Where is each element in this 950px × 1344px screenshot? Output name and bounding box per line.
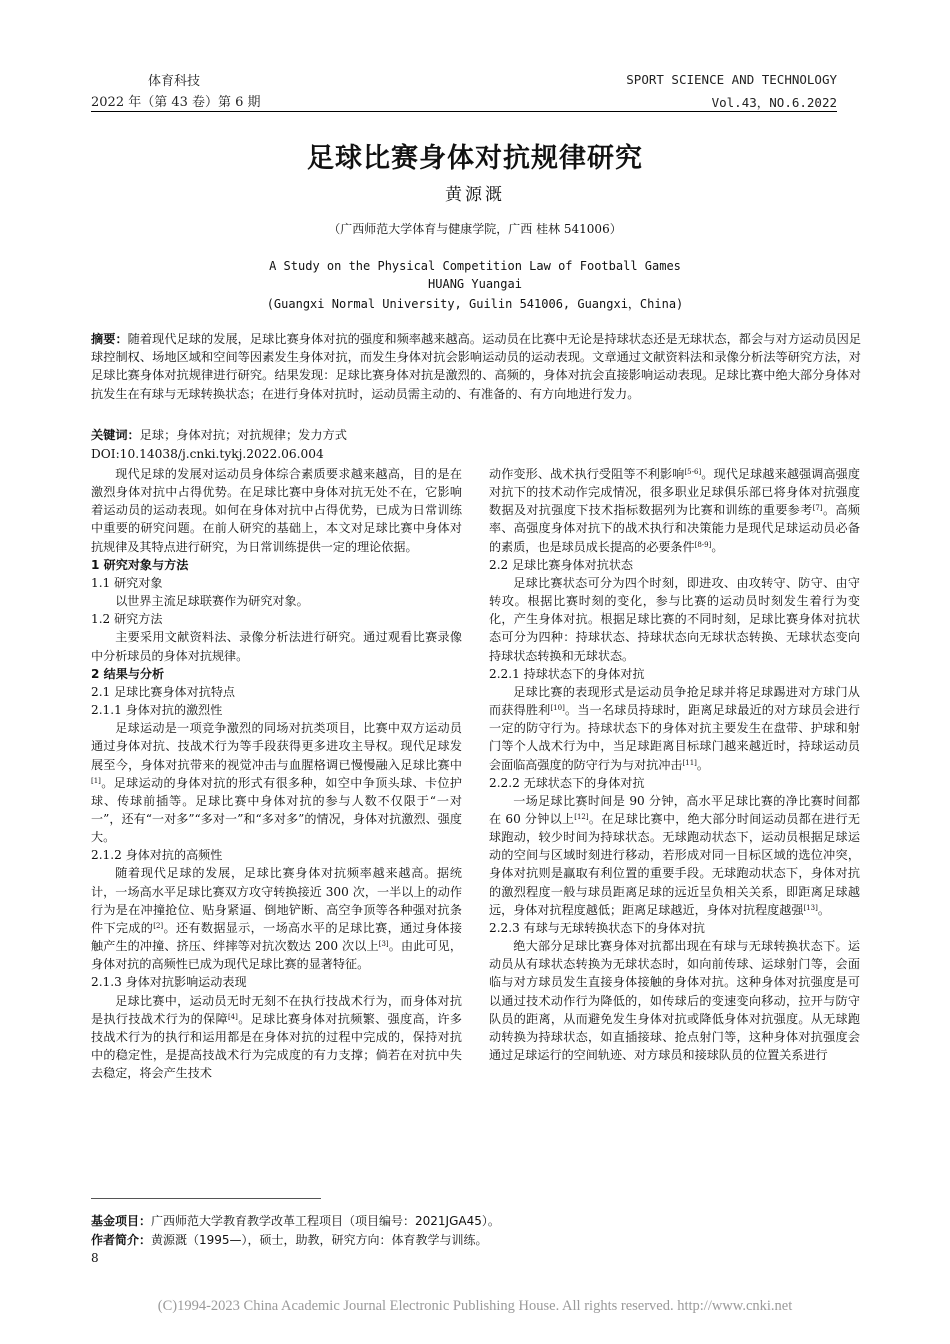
issue-en: Vol.43，NO.6.2022 (711, 95, 837, 110)
right-column (489, 465, 860, 1064)
fund-label: 基金项目： (91, 1214, 152, 1228)
journal-name-cn: 体育科技 (148, 74, 201, 89)
citation[interactable]: [8-9] (694, 540, 712, 549)
english-title: A Study on the Physical Competition Law of Football Games (269, 259, 681, 273)
citation[interactable]: [5-6] (684, 468, 702, 476)
keywords (91, 426, 347, 443)
section-2-1-1-paragraph: 足球运动是一项竞争激烈的同场对抗类项目，比赛中双方运动员通过身体对抗、技战术行为等手段获得更多进攻主导权。现代足球发展至今，身体对抗带来的视觉冲击与血腥格调已慢慢融入足球比赛中[1]。足球运动的身体对抗的形式有很多种，如空中争顶头球、卡位护球、传球前插等。足球比赛中身体对抗的参与人数不仅限于“一对一”，还有“一对多”“多对一”和“多对多”的情况，身体对抗激烈、强度大。 (91, 721, 462, 845)
footnote-rule (91, 1198, 321, 1199)
section-2-1-3-heading: 2.1.3 身体对抗影响运动表现 (91, 975, 247, 990)
section-2-2-2-paragraph: 一场足球比赛时间是 90 分钟，高水平足球比赛的净比赛时间都在 60 分钟以上[12]。在足球比赛中，绝大部分时间运动员都在进行无球跑动，较少时间为持球状态。无球跑动状态下，运动员根据足球运动的空间与区域时刻进行移动，若形成对同一目标区域的选位冲突，身体对抗则是赢取有利位置的重要手段。无球跑动状态下，身体对抗的激烈程度一般与球员距离足球的远近呈负相关关系，即距离足球越远，身体对抗程度越低；距离足球越近，身体对抗程度越强[13]。 (489, 793, 860, 917)
section-1-1-heading: 1.1 研究对象 (91, 575, 163, 590)
journal-name-en: SPORT SCIENCE AND TECHNOLOGY (626, 72, 837, 87)
section-1-2-heading: 1.2 研究方法 (91, 612, 163, 627)
citation[interactable]: [12] (574, 812, 589, 821)
copyright-footer: (C)1994-2023 China Academic Journal Electronic Publishing House. All rights reserved. http://www.cnki.net (157, 1298, 793, 1314)
section-2-1-3-paragraph: 足球比赛中，运动员无时无刻不在执行技战术行为，而身体对抗是执行技战术行为的保障[4]。足球比赛身体对抗频繁、强度高，许多技战术行为的执行和运用都是在身体对抗的过程中完成的，保持对抗中的稳定性，是提高技战术行为完成度的有力支撑；倘若在对抗中失去稳定，将会产生技术 (91, 993, 462, 1081)
section-1-heading: 1 研究对象与方法 (91, 557, 189, 572)
fund-note (91, 1212, 500, 1229)
abstract-text: 随着现代足球的发展，足球比赛身体对抗的强度和频率越来越高。运动员在比赛中无论是持球状态还是无球状态，都会与对方运动员因足球控制权、场地区域和空间等因素发生身体对抗，而发生身体对抗会影响运动员的运动表现。文章通过文献资料法和录像分析法等研究方法，对足球比赛身体对抗规律进行研究。结果发现：足球比赛身体对抗是激烈的、高频的，身体对抗会直接影响运动表现。足球比赛中绝大部分身体对抗发生在有球与无球转换状态；在进行身体对抗时，运动员需主动的、有准备的、有方向地进行发力。 (91, 332, 862, 401)
keywords-label: 关键词： (91, 428, 140, 442)
section-2-2-2-heading: 2.2.2 无球状态下的身体对抗 (489, 775, 645, 790)
abstract-label: 摘要： (91, 332, 128, 346)
section-2-2-3-paragraph: 绝大部分足球比赛身体对抗都出现在有球与无球转换状态下。运动员从有球状态转换为无球状态时，如向前传球、运球射门等，会面临与对方球员发生直接身体接触的身体对抗。这种身体对抗强度是可以通过技术动作行为降低的，如传球后的变速变向移动，拉开与防守队员的距离，从而避免发生身体对抗或降低身体对抗强度。从无球跑动转换为持球状态，如直插接球、抢点射门等，这种身体对抗强度会通过足球运行的空间轨迹、对方球员和接球队员的位置关系进行 (489, 939, 860, 1062)
citation[interactable]: [4] (227, 1012, 238, 1021)
citation[interactable]: [11] (682, 758, 697, 767)
continued-paragraph: 动作变形、战术执行受阻等不利影响[5-6]。现代足球越来越强调高强度对抗下的技术动作完成情况，很多职业足球俱乐部已将身体对抗强度数据及对抗强度下技术指标数据列为比赛和训练的重要参考[7]。高频率、高强度身体对抗下的战术执行和决策能力是现代足球运动员必备的素质，也是球员成长提高的必要条件[8-9]。 (489, 467, 860, 554)
author-bio-label: 作者简介： (91, 1233, 152, 1247)
section-2-2-1-paragraph: 足球比赛的表现形式是运动员争抢足球并将足球踢进对方球门从而获得胜利[10]。当一名球员持球时，距离足球最近的对方球员会进行一定的防守行为。持球状态下的身体对抗主要发生在盘带、护球和射门等个人战术行为中，当足球距离目标球门越来越近时，持球运动员会面临高强度的防守行为与对抗冲击[11]。 (489, 684, 860, 772)
intro-paragraph: 现代足球的发展对运动员身体综合素质要求越来越高，目的是在激烈身体对抗中占得优势。在足球比赛中身体对抗无处不在，它影响着运动员的运动表现。如何在身体对抗中占得优势，已成为日常训练中重要的研究问题。在前人研究的基础上，本文对足球比赛中身体对抗规律及其特点进行研究，为日常训练提供一定的理论依据。 (91, 467, 462, 554)
citation[interactable]: [3] (378, 940, 389, 949)
left-column (91, 465, 462, 1082)
fund-text: 广西师范大学教育教学改革工程项目（项目编号：2021JGA45）。 (151, 1214, 500, 1228)
english-author: HUANG Yuangai (428, 277, 522, 291)
author-name: 黄源溉 (445, 185, 505, 205)
section-2-2-3-heading: 2.2.3 有球与无球转换状态下的身体对抗 (489, 920, 706, 935)
section-1-2-paragraph: 主要采用文献资料法、录像分析法进行研究。通过观看比赛录像中分析球员的身体对抗规律。 (91, 630, 462, 663)
section-2-1-2-heading: 2.1.2 身体对抗的高频性 (91, 848, 223, 863)
section-2-1-2-paragraph: 随着现代足球的发展，足球比赛身体对抗频率越来越高。据统计，一场高水平足球比赛双方攻守转换接近 300 次，一半以上的动作行为是在冲撞抢位、贴身紧逼、倒地铲断、高空争顶等各种强对抗条件下完成的[2]。还有数据显示，一场高水平的足球比赛，通过身体接触产生的冲撞、挤压、绊摔等对抗次数达 200 次以上[3]。由此可见，身体对抗的高频性已成为现代足球比赛的显著特征。 (91, 866, 462, 972)
abstract (91, 330, 861, 403)
english-affiliation: (Guangxi Normal University, Guilin 541006, Guangxi，China) (266, 297, 684, 311)
keywords-text: 足球；身体对抗；对抗规律；发力方式 (139, 428, 347, 442)
header-rule (91, 111, 837, 112)
author-note (91, 1231, 488, 1248)
issue-cn: 2022 年（第 43 卷）第 6 期 (91, 95, 261, 110)
section-2-2-1-heading: 2.2.1 持球状态下的身体对抗 (489, 666, 645, 681)
affiliation: （广西师范大学体育与健康学院，广西 桂林 541006） (328, 222, 622, 236)
section-1-1-paragraph: 以世界主流足球联赛作为研究对象。 (115, 594, 309, 609)
section-2-2-paragraph: 足球比赛状态可分为四个时刻，即进攻、由攻转守、防守、由守转攻。根据比赛时刻的变化，参与比赛的运动员时刻发生着行为变化，产生身体对抗。根据足球比赛的不同时刻，足球比赛身体对抗状态可分为四种：持球状态、持球状态向无球状态转换、无球状态变向持球状态转换和无球状态。 (489, 575, 860, 663)
page-number: 8 (91, 1251, 99, 1265)
author-bio-text: 黄源溉（1995—），硕士，助教，研究方向：体育教学与训练。 (151, 1233, 488, 1247)
citation[interactable]: [1] (91, 776, 101, 785)
citation[interactable]: [13] (803, 903, 818, 912)
page-title: 足球比赛身体对抗规律研究 (307, 143, 643, 174)
citation[interactable]: [2] (153, 921, 164, 930)
citation[interactable]: [10] (550, 704, 565, 713)
doi: DOI:10.14038/j.cnki.tykj.2022.06.004 (91, 447, 324, 461)
section-2-2-heading: 2.2 足球比赛身体对抗状态 (489, 557, 634, 572)
section-2-1-1-heading: 2.1.1 身体对抗的激烈性 (91, 703, 223, 718)
section-2-heading: 2 结果与分析 (91, 666, 165, 681)
section-2-1-heading: 2.1 足球比赛身体对抗特点 (91, 684, 236, 699)
citation[interactable]: [7] (812, 504, 823, 513)
